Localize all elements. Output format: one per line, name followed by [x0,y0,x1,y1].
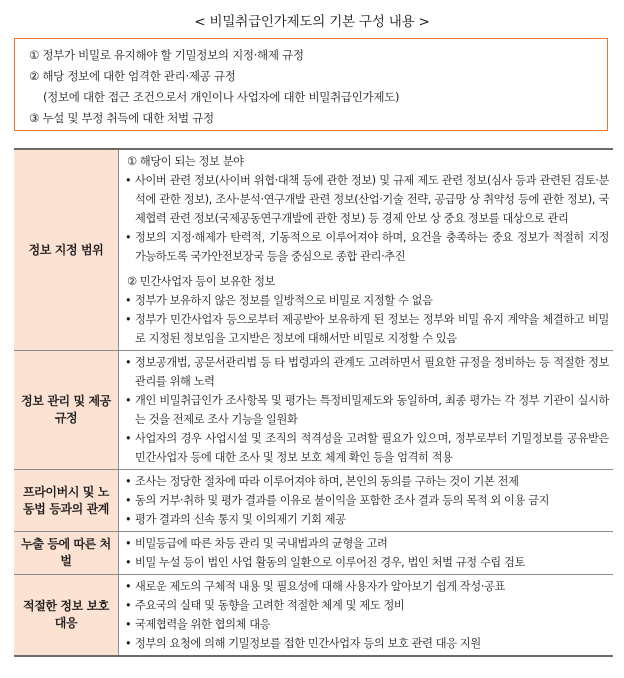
list-item-text: 정보공개법, 공문서관리법 등 타 법령과의 관계도 고려하면서 필요한 규정을 정비하는 등 적절한 정보 관리를 위해 노력 [135,356,609,388]
list-item-text: 비밀 누설 등이 법인 사업 활동의 일환으로 이루어진 경우, 법인 처벌 규정 수립 검토 [135,556,525,569]
row-label: 정보 관리 및 제공 규정 [14,351,119,470]
page-title: < 비밀취급인가제도의 기본 구성 내용 > [194,14,430,30]
row-content [119,470,614,532]
list-item [125,634,609,653]
list-item-text: 사이버 관련 정보(사이버 위협·대책 등에 관한 정보) 및 규제 제도 관련 정보(심사 등과 관련된 검토·분석에 관한 정보), 조사·분석·연구개발 관련 정보(산업·기술 전략, 공급망 상 취약성 등에 관한 정보), 국제협력 관련 정보(국제공동연구개발에 관한 정보) 등 경제 안보 상 중요 정보를 대상으로 관리 [135,174,609,225]
section-heading: ② 민간사업자 등이 보유한 정보 [127,275,275,288]
table-row [14,575,613,657]
table-row [14,351,613,470]
bullet-icon: • [125,294,132,307]
table-row [14,532,613,575]
summary-line-3: (정보에 대한 접근 조건으로서 개인이나 사업자에 대한 비밀취급인가제도) [43,90,400,104]
list-item [125,310,609,348]
table-body [14,149,613,656]
list-item-text: 조사는 정당한 절차에 따라 이루어져야 하며, 본인의 동의를 구하는 것이 기본 전제 [135,475,519,488]
row-label: 적절한 정보 보호 대응 [14,575,119,657]
list-item [125,171,609,228]
row-content [119,149,614,351]
bullet-icon: • [125,231,132,244]
bullet-icon: • [125,580,132,593]
list-item [125,510,609,529]
list-item-text: 정보의 지정·해제가 탄력적, 기동적으로 이루어져야 하며, 요건을 충족하는 중요 정보가 적절히 지정 가능하도록 국가안전보장국 등을 중심으로 종합 관리·추진 [135,231,609,263]
list-item [125,353,609,391]
bullet-icon: • [125,432,132,445]
list-item [125,228,609,266]
summary-box [14,38,608,131]
list-item-text: 평가 결과의 신속 통지 및 이의제기 기회 제공 [135,513,346,526]
list-item-text: 비밀등급에 따른 차등 관리 및 국내법과의 균형을 고려 [135,537,388,550]
table-row [14,470,613,532]
list-item [125,615,609,634]
list-item [125,391,609,429]
bullet-icon: • [125,356,132,369]
row-label: 정보 지정 범위 [14,149,119,351]
row-label: 누출 등에 따른 처벌 [14,532,119,575]
row-content [119,351,614,470]
list-item-text: 국제협력을 위한 협의체 대응 [135,618,271,631]
list-item-text: 새로운 제도의 구체적 내용 및 필요성에 대해 사용자가 알아보기 쉽게 작성·공표 [135,580,505,593]
bullet-icon: • [125,394,132,407]
list-item [125,577,609,596]
bullet-icon: • [125,599,132,612]
summary-line-4: ③ 누설 및 부정 취득에 대한 처벌 규정 [29,111,214,125]
bullet-icon: • [125,513,132,526]
table-row [14,149,613,351]
bullet-icon: • [125,174,132,187]
list-item-text: 주요국의 실태 및 동향을 고려한 적절한 체계 및 제도 정비 [135,599,405,612]
bullet-icon: • [125,618,132,631]
summary-line-2: ② 해당 정보에 대한 엄격한 관리·제공 규정 [29,69,236,83]
list-item-text: 정부가 보유하지 않은 정보를 일방적으로 비밀로 지정할 수 없음 [135,294,433,307]
row-content [119,575,614,657]
composition-table [14,148,613,657]
list-item-text: 개인 비밀취급인가 조사항목 및 평가는 특정비밀제도와 동일하며, 최종 평가는 각 정부 기관이 실시하는 것을 전제로 조사 기능을 일원화 [135,394,609,426]
row-label: 프라이버시 및 노동법 등과의 관계 [14,470,119,532]
bullet-icon: • [125,494,132,507]
bullet-icon: • [125,313,132,326]
list-item-text: 정부의 요청에 의해 기밀정보를 접한 민간사업자 등의 보호 관련 대응 지원 [135,637,481,650]
list-item [125,534,609,553]
list-item [125,491,609,510]
row-content [119,532,614,575]
bullet-icon: • [125,556,132,569]
list-item [125,291,609,310]
list-item [125,472,609,491]
list-item-text: 동의 거부·취하 및 평가 결과를 이유로 불이익을 포함한 조사 결과 등의 목적 외 이용 금지 [135,494,550,507]
bullet-icon: • [125,537,132,550]
bullet-icon: • [125,475,132,488]
list-item [125,553,609,572]
list-item [125,596,609,615]
list-item-text: 사업자의 경우 사업시설 및 조직의 적격성을 고려할 필요가 있으며, 정부로부터 기밀정보를 공유받은 민간사업자 등에 대한 조사 및 정보 보호 체계 확인 등을 엄격히 적용 [135,432,609,464]
section-heading: ① 해당이 되는 정보 분야 [127,155,244,168]
list-item [125,429,609,467]
summary-line-1: ① 정부가 비밀로 유지해야 할 기밀정보의 지정·해제 규정 [29,48,304,62]
list-item-text: 정부가 민간사업자 등으로부터 제공받아 보유하게 된 정보는 정부와 비밀 유지 계약을 체결하고 비밀로 지정된 정보임을 고지받은 정보에 대해서만 비밀로 지정할 수 있음 [135,313,609,345]
bullet-icon: • [125,637,132,650]
